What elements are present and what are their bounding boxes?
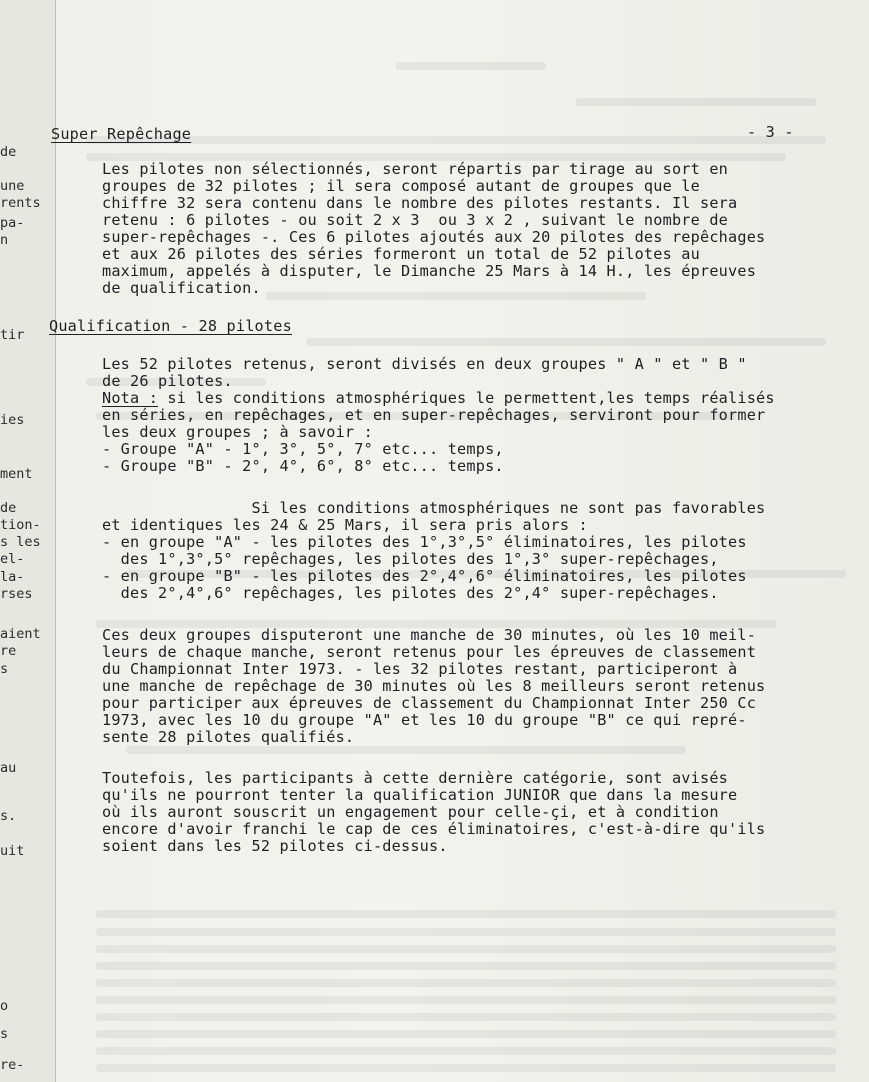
super-line: Les pilotes non sélectionnés, seront répartis par tirage au sort en [102,160,729,178]
super-line: super-repêchages -. Ces 6 pilotes ajoutés aux 20 pilotes des repêchages [102,228,766,246]
super-title-text: Super Repêchage [51,125,192,143]
super-line: maximum, appelés à disputer, le Dimanche 25 Mars à 14 H., les épreuves [102,262,757,280]
super-line: et aux 26 pilotes des séries formeront un total de 52 pilotes au [102,245,700,263]
toutefois-line: Toutefois, les participants à cette dernière catégorie, sont avisés [102,769,729,787]
nota-line: en séries, en repêchages, et en super-repêchages, serviront pour former [102,406,766,424]
toutefois-line: où ils auront souscrit un engagement pour celle-çi, et à condition [102,803,719,821]
manche-line: 1973, avec les 10 du groupe "A" et les 10 du groupe "B" ce qui repré- [102,711,747,729]
left-fragment: de [0,500,17,516]
toutefois-line: qu'ils ne pourront tenter la qualification JUNIOR que dans la mesure [102,786,738,804]
manche-line: une manche de repêchage de 30 minutes où les 8 meilleurs seront retenus [102,677,766,695]
nota-line: - Groupe "B" - 2°, 4°, 6°, 8° etc... temps. [102,457,504,475]
manche-line: leurs de chaque manche, seront retenus pour les épreuves de classement [102,643,757,661]
left-fragment: au [0,760,17,776]
left-fragment: re- [0,1057,25,1073]
section-title-qualification [49,318,292,335]
left-fragment: el- [0,551,25,567]
toutefois-line: encore d'avoir franchi le cap de ces éliminatoires, c'est-à-dire qu'ils [102,820,766,838]
nota-line: - Groupe "A" - 1°, 3°, 5°, 7° etc... temps, [102,440,504,458]
left-fragment: une [0,178,25,194]
conditions-line: - en groupe "B" - les pilotes des 2°,4°,6° éliminatoires, les pilotes [102,567,747,585]
qualif-line: de 26 pilotes. [102,372,233,390]
qualif-title-text: Qualification - 28 pilotes [49,317,292,335]
nota-text: si les conditions atmosphériques le permettent,les temps réalisés [158,389,775,407]
section-title-super-repechage [51,126,191,143]
manche-line: Ces deux groupes disputeront une manche de 30 minutes, où les 10 meil- [102,626,757,644]
left-fragment: rses [0,586,33,602]
nota-line [102,390,775,407]
left-fragment: de [0,144,17,160]
conditions-line: des 1°,3°,5° repêchages, les pilotes des 1°,3° super-repêchages, [102,550,719,568]
left-fragment: re [0,643,17,659]
super-line: de qualification. [102,279,261,297]
nota-line: les deux groupes ; à savoir : [102,423,373,441]
left-fragment: n [0,232,9,248]
manche-line: pour participer aux épreuves de classement du Championnat Inter 250 Cc [102,694,757,712]
toutefois-line: soient dans les 52 pilotes ci-dessus. [102,837,448,855]
super-line: retenu : 6 pilotes - ou soit 2 x 3 ou 3 x 2 , suivant le nombre de [102,211,729,229]
left-fragment: ies [0,412,25,428]
super-line: chiffre 32 sera contenu dans le nombre des pilotes restants. Il sera [102,194,738,212]
left-fragment: s [0,661,9,677]
left-fragment: s. [0,808,17,824]
left-fragment: la- [0,569,25,585]
left-fragment: tion- [0,517,41,533]
left-fragment: pa- [0,215,25,231]
conditions-line: Si les conditions atmosphériques ne sont pas favorables [102,499,766,517]
conditions-line: - en groupe "A" - les pilotes des 1°,3°,5° éliminatoires, les pilotes [102,533,747,551]
conditions-line: et identiques les 24 & 25 Mars, il sera pris alors : [102,516,588,534]
qualif-line: Les 52 pilotes retenus, seront divisés en deux groupes " A " et " B " [102,355,747,373]
left-fragment: o [0,998,9,1014]
left-fragment: s [0,1026,9,1042]
conditions-line: des 2°,4°,6° repêchages, les pilotes des 2°,4° super-repêchages. [102,584,719,602]
left-fragment: s les [0,534,41,550]
left-fragment: ment [0,466,33,482]
nota-label: Nota : [102,389,159,407]
page-number: - 3 - [747,123,794,141]
left-fragment: aient [0,626,41,642]
super-line: groupes de 32 pilotes ; il sera composé autant de groupes que le [102,177,700,195]
manche-line: sente 28 pilotes qualifiés. [102,728,355,746]
left-fragment: rents [0,195,41,211]
manche-line: du Championnat Inter 1973. - les 32 pilotes restant, participeront à [102,660,738,678]
left-fragment: tir [0,327,25,343]
left-fragment: uit [0,843,25,859]
